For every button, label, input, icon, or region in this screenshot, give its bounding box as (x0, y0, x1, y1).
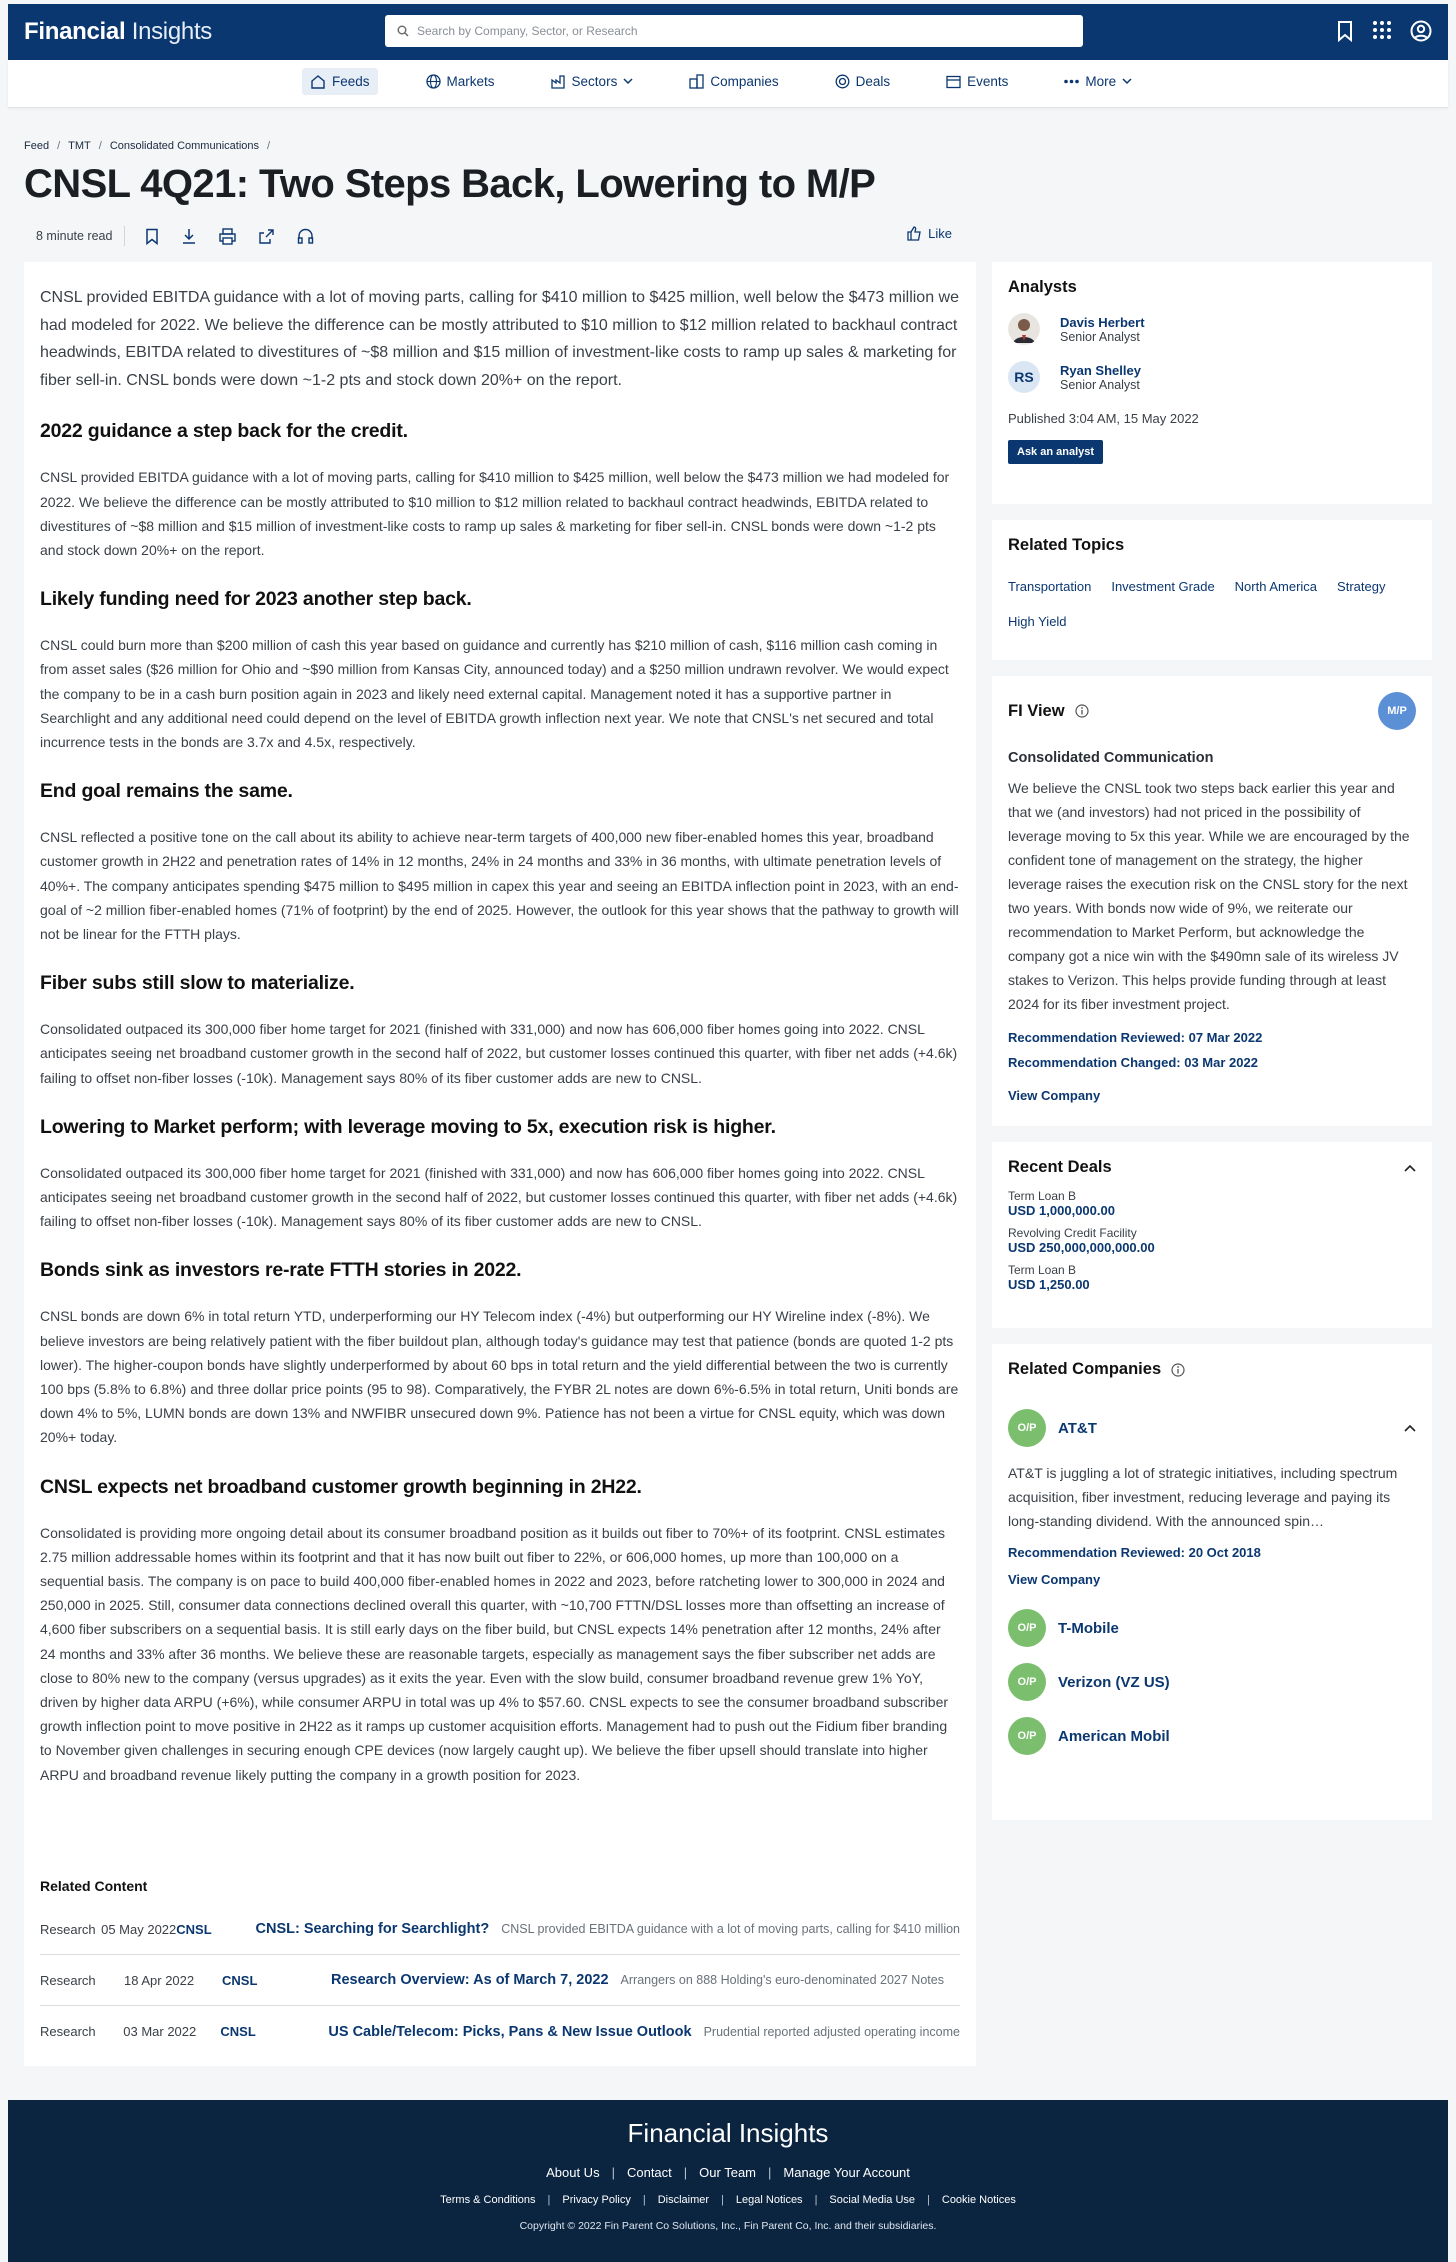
deal-label: Term Loan B (1008, 1189, 1077, 1203)
deal-item[interactable] (1008, 1189, 1416, 1218)
view-company-link[interactable]: View Company (1008, 1088, 1101, 1103)
rc-ticker[interactable]: CNSL (220, 2024, 256, 2039)
search-icon (397, 25, 409, 37)
analyst-name[interactable]: Ryan Shelley (1060, 362, 1141, 378)
deal-item[interactable] (1008, 1226, 1416, 1255)
page-title: CNSL 4Q21: Two Steps Back, Lowering to M/P (24, 162, 876, 206)
chevron-down-icon (1122, 78, 1132, 85)
section-text: CNSL reflected a positive tone on the call about its ability to achieve near-term targets of 400,000 new fiber-enabled homes this year, broadband customer growth in 2H22 and penetration rates of 14% in 12 months, 24% in 24 months and 33% in 36 months, with ultimate penetration levels of 40%+. The company anticipates spending $475 million to $495 million in capex this year and seeing an EBITDA inflection point in 2023, with an end-goal of ~2 million fiber-enabled homes (71% of footprint) by the end of 2025. However, the outlook for this year shows that the pathway to growth will not be linear for the FTTH plays. (40, 829, 959, 943)
target-icon (835, 74, 850, 89)
breadcrumb: Feed / TMT / Consolidated Communications / (24, 140, 271, 152)
rating-badge: O/P (1008, 1609, 1046, 1647)
nav-companies[interactable] (681, 68, 786, 95)
nav-label: More (1085, 74, 1117, 89)
share-icon[interactable] (258, 228, 275, 245)
related-topics-title: Related Topics (1008, 536, 1125, 554)
rating-badge: O/P (1008, 1663, 1046, 1701)
legal-link[interactable]: Disclaimer (657, 2194, 710, 2206)
section-heading: Bonds sink as investors re-rate FTTH stories in 2022. (40, 1259, 522, 1282)
info-icon[interactable] (1171, 1363, 1185, 1377)
section-heading: 2022 guidance a step back for the credit. (40, 420, 408, 443)
like-label: Like (928, 226, 952, 241)
nav-deals[interactable] (827, 68, 899, 95)
fi-view-card (992, 676, 1432, 1126)
nav-feeds[interactable] (302, 68, 378, 95)
article-body (24, 262, 976, 2066)
fi-view-title: FI View (1008, 701, 1065, 720)
headphones-icon[interactable] (297, 228, 314, 245)
deal-value: USD 1,250.00 (1008, 1277, 1090, 1292)
company-item[interactable] (1008, 1717, 1416, 1755)
print-icon[interactable] (219, 228, 236, 245)
search-input[interactable] (385, 15, 1083, 47)
recent-deals-title: Recent Deals (1008, 1158, 1112, 1176)
thumbs-up-icon (907, 226, 922, 241)
copyright: Copyright © 2022 Fin Parent Co Solutions, Inc., Fin Parent Co, Inc. and their subsidiaries. (519, 2220, 937, 2232)
user-account-icon[interactable] (1410, 20, 1432, 42)
footer: Financial Insights About Us | Contact | Our Team | Manage Your Account Terms & Conditions | Privacy Policy | Disclaimer | Legal Notices | Social Media Use | Cookie Notices Copyright © 2022 Fin Parent Co Solutions, Inc., Fin Parent Co, Inc. and their subsidiaries. (8, 2100, 1448, 2262)
globe-icon (426, 74, 441, 89)
fi-view-text: We believe the CNSL took two steps back earlier this year and that we (and investors) had not priced in the possibility of leverage moving to 5x this year. While we are encouraged by the confident tone of management on the strategy, the higher leverage raises the execution risk on the CNSL story for the next two years. With bonds now wide of 9%, we reiterate our recommendation to Market Perform, but acknowledge the company got a nice win with the $490mn sale of its wireless JV stakes to Verizon. This helps provide funding through at least 2024 for its fiber investment project. (1008, 780, 1410, 1012)
rc-snippet: CNSL provided EBITDA guidance with a lot of moving parts, calling for $410 million (501, 1922, 960, 1936)
section-text: Consolidated outpaced its 300,000 fiber home target for 2021 (finished with 331,000) and now has 606,000 fiber homes going into 2022. CNSL anticipates seeing net broadband customer growth in the second half of 2022, but customer losses continued this quarter, with fiber net adds (+4.6k) failing to offset non-fiber losses (-10k). Management says 80% of its fiber customer adds are new to CNSL. (40, 1164, 958, 1230)
breadcrumb-tmt[interactable]: TMT (68, 140, 91, 152)
rating-badge: O/P (1008, 1409, 1046, 1447)
analysts-title: Analysts (1008, 278, 1077, 296)
nav-label: Deals (855, 74, 891, 89)
nav-label: Companies (710, 74, 779, 89)
rc-title-link[interactable]: CNSL: Searching for Searchlight? (255, 1921, 490, 1937)
main-nav (8, 60, 1448, 108)
related-content-row[interactable] (40, 2006, 960, 2057)
related-topics-card (992, 520, 1432, 660)
deal-value: USD 1,000,000.00 (1008, 1203, 1115, 1218)
rating-badge: M/P (1378, 692, 1416, 730)
rc-ticker[interactable]: CNSL (176, 1921, 212, 1937)
related-content-row[interactable] (40, 1904, 960, 1955)
search-placeholder: Search by Company, Sector, or Research (417, 24, 638, 38)
rc-date: 03 Mar 2022 (123, 2024, 197, 2039)
related-content-title: Related Content (40, 1878, 148, 1894)
download-icon[interactable] (181, 228, 197, 245)
home-icon (310, 75, 326, 89)
recommendation-reviewed: Recommendation Reviewed: 20 Oct 2018 (1008, 1545, 1261, 1560)
recommendation-reviewed: Recommendation Reviewed: 07 Mar 2022 (1008, 1030, 1263, 1045)
recommendation-changed: Recommendation Changed: 03 Mar 2022 (1008, 1055, 1258, 1070)
apps-grid-icon[interactable] (1372, 20, 1392, 40)
company-name[interactable]: American Mobil (1058, 1727, 1170, 1745)
topic-link[interactable]: High Yield (1008, 614, 1067, 629)
recent-deals-card (992, 1142, 1432, 1328)
legal-link[interactable]: Legal Notices (735, 2194, 803, 2206)
legal-link[interactable]: Cookie Notices (941, 2194, 1016, 2206)
legal-link[interactable]: Terms & Conditions (440, 2194, 536, 2206)
analysts-card (992, 262, 1432, 504)
rc-type: Research (40, 1972, 96, 1988)
topic-link[interactable]: Strategy (1337, 579, 1386, 594)
chevron-up-icon[interactable] (1404, 1164, 1416, 1172)
rc-type: Research (40, 2024, 96, 2039)
breadcrumb-feed[interactable]: Feed (24, 140, 50, 152)
ask-analyst-button[interactable]: Ask an analyst (1008, 440, 1103, 464)
nav-label: Events (967, 74, 1009, 89)
nav-events[interactable] (938, 68, 1016, 95)
analyst-item[interactable] (1008, 313, 1416, 345)
rc-title-link[interactable]: Research Overview: As of March 7, 2022 (331, 1972, 609, 1988)
legal-link[interactable]: Privacy Policy (562, 2194, 631, 2206)
brand-logo[interactable]: Financial Insights (24, 18, 213, 45)
info-icon[interactable] (1075, 704, 1089, 718)
nav-label: Markets (446, 74, 495, 89)
company-name[interactable]: Verizon (VZ US) (1058, 1673, 1170, 1691)
nav-label: Sectors (571, 74, 618, 89)
company-item[interactable] (1008, 1663, 1416, 1701)
footer-link[interactable]: About Us (546, 2165, 600, 2180)
deal-label: Revolving Credit Facility (1008, 1226, 1137, 1240)
section-heading: End goal remains the same. (40, 780, 293, 803)
published-date: Published 3:04 AM, 15 May 2022 (1008, 411, 1199, 426)
legal-link[interactable]: Social Media Use (829, 2194, 916, 2206)
company-name[interactable]: T-Mobile (1058, 1619, 1119, 1637)
section-text: Consolidated is providing more ongoing detail about its consumer broadband position as it builds out fiber to 70%+ of its footprint. CNSL estimates 2.75 million addressable homes within its footprint and that it has now built out fiber to 22%, or 606,000 homes, up more than 100,000 on a sequential basis. The company is on pace to build 400,000 fiber-enabled homes in 2022 and 2023, before ratcheting lower to 300,000 in 2024 and 250,000 in 2025. Still, consumer data connections declined overall this quarter, with ~10,700 FTTN/DSL losses more than offsetting an increase of 4,600 fiber subscribers on a sequential basis. It is still early days on the fiber build, but CNSL expects 14% penetration after 12 months, 24% after 24 months and 33% after 36 months. We believe these are reasonable targets, especially as management says the fiber subscriber net adds are close to 80% new to the company (versus upgrades) as it exits the year. Even with the slow build, consumer broadband revenue grew 1% YoY, driven by higher data ARPU (+6%), while consumer ARPU in total was up 4% to $57.60. CNSL expects to see the consumer broadband subscriber growth inflection point to move positive in 2H22 as it ramps up customer acquisition efforts. Management had to push out the Fidium fiber branding to November given challenges in securing enough CPE devices (now largely caught up). We believe the fiber upsell should translate into higher ARPU and broadband revenue likely putting the company in a growth position for 2023. (40, 1524, 949, 1783)
bookmark-icon[interactable] (145, 228, 159, 245)
analyst-role: Senior Analyst (1060, 377, 1140, 392)
rc-ticker[interactable]: CNSL (222, 1972, 258, 1988)
read-time: 8 minute read (24, 226, 125, 246)
section-text: CNSL bonds are down 6% in total return YTD, underperforming our HY Telecom index (-4%) but outperforming our HY Wireline index (-8%). We believe investors are being relatively patient with the fiber buildout plan, although today's guidance may test that patience (bonds are quoted 1-2 pts lower). The higher-coupon bonds have slightly underperformed by about 60 bps in total return and the yield differential between the two is currently 100 bps (5.8% to 6.8%) and three dollar price points (95 to 98). Comparatively, the FYBR 2L notes are down 6%-6.5% in total return, Uniti bonds are down 4% to 5%, LUMN bonds are down 13% and NWFIBR unsecured down 9%. Patience has not been a virtue for CNSL equity, which was down 20%+ today. (40, 1308, 959, 1446)
rating-badge: O/P (1008, 1717, 1046, 1755)
related-content (40, 1878, 960, 2057)
section-text: Consolidated outpaced its 300,000 fiber home target for 2021 (finished with 331,000) and now has 606,000 fiber homes going into 2022. CNSL anticipates seeing net broadband customer growth in the second half of 2022, but customer losses continued this quarter, with fiber net adds (+4.6k) failing to offset non-fiber losses (-10k). Management says 80% of its fiber customer adds are new to CNSL. (40, 1021, 958, 1086)
section-heading: Likely funding need for 2023 another step back. (40, 588, 472, 611)
factory-icon (551, 74, 566, 89)
section-text: CNSL provided EBITDA guidance with a lot of moving parts, calling for $410 million to $425 million, well below the $473 million we had modeled for 2022. We believe the difference can be mostly attributed to $10 million to $12 million related to backhaul contract headwinds, EBITDA related to divestitures of ~$8 million and $15 million of investment-like costs to ramp up sales & marketing for fiber sell-in. CNSL bonds were down ~1-2 pts and stock down 20%+ on the report. (40, 469, 950, 558)
analyst-item[interactable] (1008, 361, 1416, 393)
avatar-initials: RS (1008, 361, 1040, 393)
bookmark-icon[interactable] (1336, 20, 1354, 42)
deal-item[interactable] (1008, 1263, 1416, 1292)
footer-link[interactable]: Our Team (699, 2165, 757, 2180)
building-icon (689, 74, 704, 89)
company-summary: AT&T is juggling a lot of strategic initiatives, including spectrum acquisition, fiber investment, reducing leverage and paying its long-standing dividend. With the announced spin… (1008, 1465, 1398, 1529)
rc-title-link[interactable]: US Cable/Telecom: Picks, Pans & New Issue Outlook (328, 2023, 692, 2040)
footer-brand[interactable]: Financial Insights (627, 2118, 829, 2148)
section-heading: CNSL expects net broadband customer growth beginning in 2H22. (40, 1475, 642, 1498)
rc-type: Research (40, 1921, 96, 1937)
deal-value: USD 250,000,000,000.00 (1008, 1240, 1155, 1255)
analyst-name[interactable]: Davis Herbert (1060, 314, 1145, 330)
article-toolbar (24, 222, 952, 250)
nav-label: Feeds (332, 74, 370, 89)
rc-date: 05 May 2022 (101, 1921, 177, 1937)
article-lead: CNSL provided EBITDA guidance with a lot of moving parts, calling for $410 million to $425 million, well below the $473 million we had modeled for 2022. We believe the difference can be mostly attributed to $10 million to $12 million related to backhaul contract headwinds, EBITDA related to divestitures of ~$8 million and $15 million of investment-like costs to ramp up sales & marketing for fiber sell-in. CNSL bonds were down ~1-2 pts and stock down 20%+ on the report. (40, 289, 959, 389)
related-companies-title: Related Companies (1008, 1360, 1162, 1378)
related-content-row[interactable] (40, 1955, 960, 2006)
section-heading: Lowering to Market perform; with leverage moving to 5x, execution risk is higher. (40, 1115, 776, 1138)
avatar-photo (1008, 313, 1040, 345)
rc-snippet: Arrangers on 888 Holding's euro-denominated 2027 Notes (620, 1973, 944, 1987)
nav-sectors[interactable] (543, 68, 642, 95)
company-item[interactable] (1008, 1609, 1416, 1647)
rc-date: 18 Apr 2022 (124, 1972, 195, 1988)
rc-snippet: Prudential reported adjusted operating income (703, 2024, 960, 2039)
deal-label: Term Loan B (1008, 1263, 1077, 1277)
topic-link[interactable]: North America (1234, 579, 1318, 594)
section-text: CNSL could burn more than $200 million of cash this year based on guidance and currently has $210 million of cash, $116 million cash coming in from asset sales ($26 million for Ohio and ~$90 million from Kansas City, announced today) and a $250 million undrawn revolver. We would expect the company to be in a cash burn position again in 2023 and likely need external capital. Management noted it has a supportive partner in Searchlight and any additional need could depend on the level of EBITDA growth inflection next year. We note that CNSL's net secured and total incurrence tests in the bonds are 3.7x and 4.5x, respectively. (40, 637, 949, 750)
company-name[interactable]: AT&T (1058, 1419, 1097, 1437)
company-item-expanded[interactable] (1008, 1409, 1416, 1447)
topic-link[interactable]: Transportation (1008, 579, 1092, 594)
topic-link[interactable]: Investment Grade (1111, 579, 1215, 594)
chevron-up-icon[interactable] (1404, 1424, 1416, 1432)
like-button[interactable] (907, 226, 952, 241)
view-company-link[interactable]: View Company (1008, 1572, 1101, 1587)
section-heading: Fiber subs still slow to materialize. (40, 972, 355, 995)
chevron-down-icon (623, 78, 633, 85)
footer-link[interactable]: Contact (626, 2165, 672, 2180)
breadcrumb-company[interactable]: Consolidated Communications (109, 140, 259, 152)
footer-link[interactable]: Manage Your Account (783, 2165, 910, 2180)
fi-view-company: Consolidated Communication (1008, 750, 1214, 766)
nav-markets[interactable] (418, 68, 503, 95)
more-dots-icon (1064, 79, 1079, 84)
nav-more[interactable] (1056, 68, 1140, 95)
related-companies-card (992, 1344, 1432, 1820)
analyst-role: Senior Analyst (1060, 329, 1140, 344)
top-bar (8, 4, 1448, 60)
calendar-icon (946, 74, 961, 89)
